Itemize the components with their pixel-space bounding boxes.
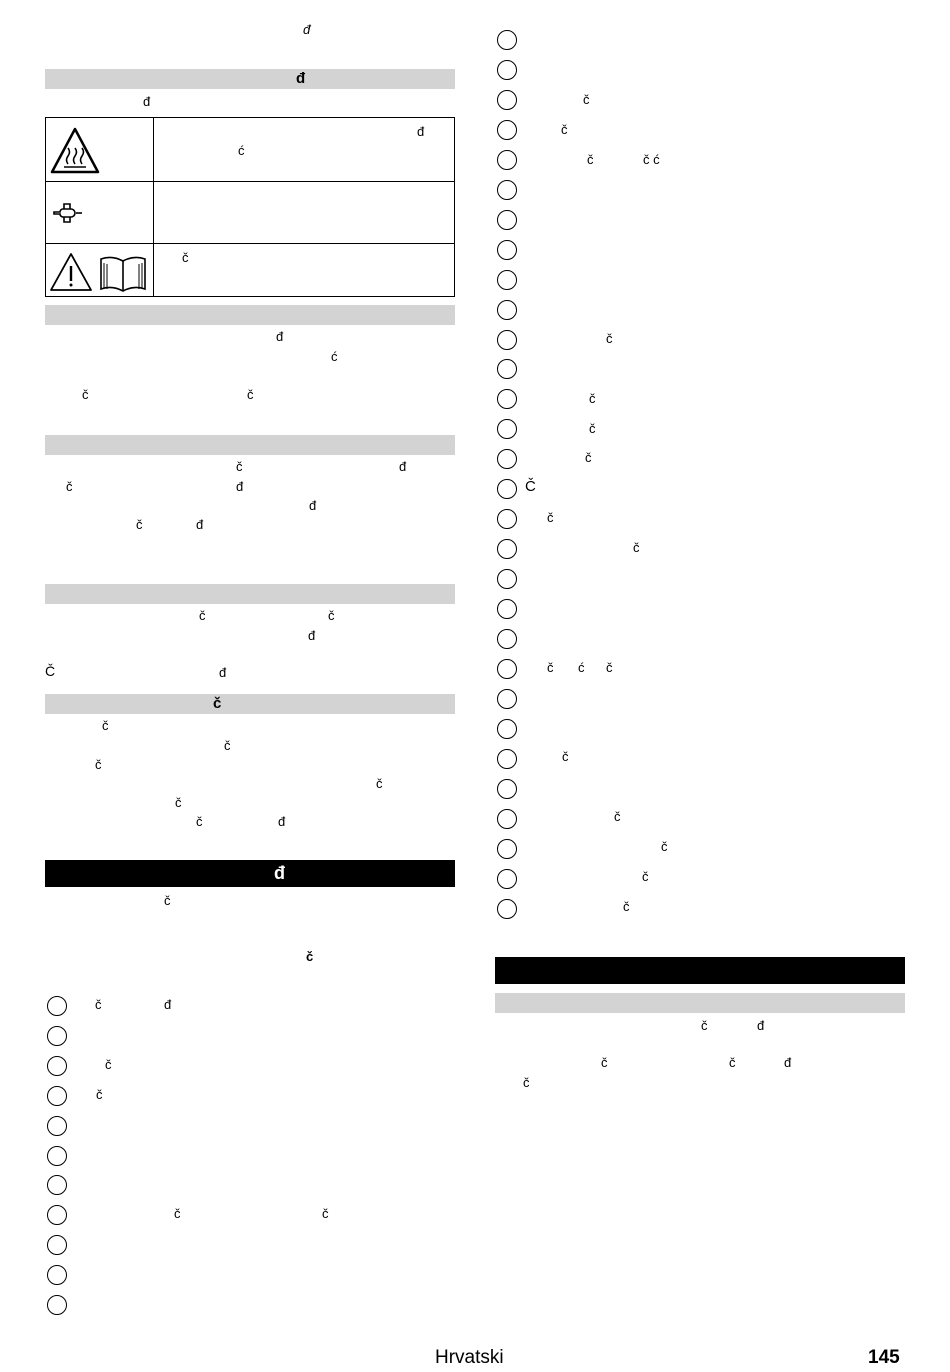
callout-circle [497, 599, 517, 619]
symbol-row-hot-surface [46, 118, 454, 182]
section-3-fragment-7: đ [196, 517, 204, 532]
section-5-fragment-5: č [175, 795, 182, 810]
callout-circle [497, 30, 517, 50]
right-list-fragment-14: č [606, 660, 613, 675]
left-list-fragment-6: č [322, 1206, 329, 1221]
symbol-row-steam [46, 182, 454, 244]
right-list-fragment-16: č [614, 809, 621, 824]
right-list-fragment-12: č [547, 660, 554, 675]
right-section-fragment-2: đ [757, 1018, 765, 1033]
right-list-fragment-10: č [547, 510, 554, 525]
callout-circle [497, 719, 517, 739]
section-5-fragment-3: č [95, 757, 102, 772]
callout-circle [47, 1086, 67, 1106]
section-bar-safety-title: đ [296, 70, 306, 87]
steam-icon [50, 198, 84, 231]
right-list-fragment-9: Č [525, 478, 536, 495]
callout-circle [497, 90, 517, 110]
chapter-bar-black-title: đ [274, 863, 285, 883]
symbol-row-3-fragment: č [182, 250, 189, 265]
callout-circle [497, 150, 517, 170]
section-4-fragment-2: č [328, 608, 335, 623]
right-list-fragment-3: č [587, 152, 594, 167]
section-5-fragment-1: č [102, 718, 109, 733]
footer-page-number: 145 [868, 1347, 900, 1368]
section-4-fragment-4: Č [45, 663, 56, 679]
right-list-fragment-18: č [642, 869, 649, 884]
section-2-fragment-4: č [247, 387, 254, 402]
read-manual-warning-icon [49, 251, 149, 296]
section-3-fragment-2: đ [399, 459, 407, 474]
section-bar-2 [45, 305, 455, 325]
symbol-row-1-fragment-a: đ [417, 124, 425, 139]
callout-circle [47, 1146, 67, 1166]
callout-circle [497, 539, 517, 559]
left-list-fragment-5: č [174, 1206, 181, 1221]
callout-circle [497, 869, 517, 889]
right-section-fragment-3: č [601, 1055, 608, 1070]
hot-surface-warning-icon [49, 126, 101, 179]
section-4-fragment-1: č [199, 608, 206, 623]
section-bar-3 [45, 435, 455, 455]
callout-circle [47, 1265, 67, 1285]
section-5-fragment-7: đ [278, 814, 286, 829]
section-2-fragment-2: ć [331, 349, 338, 364]
section-3-fragment-5: đ [309, 498, 317, 513]
callout-circle [47, 1235, 67, 1255]
callout-circle [47, 1116, 67, 1136]
callout-circle [497, 779, 517, 799]
right-section-bar [495, 993, 905, 1013]
right-chapter-bar-black [495, 957, 905, 984]
callout-circle [497, 479, 517, 499]
right-list-fragment-11: č [633, 540, 640, 555]
callout-circle [497, 419, 517, 439]
right-list-fragment-15: č [562, 749, 569, 764]
section-5-fragment-6: č [196, 814, 203, 829]
section-2-fragment-1: đ [276, 329, 284, 344]
intro-fragment: đ [143, 94, 151, 109]
chapter-fragment-1: č [164, 893, 171, 908]
right-list-fragment-13: ć [578, 660, 585, 675]
callout-circle [497, 659, 517, 679]
callout-circle [497, 509, 517, 529]
callout-circle [497, 330, 517, 350]
right-list-fragment-5: č [606, 331, 613, 346]
callout-circle [497, 180, 517, 200]
section-bar-safety [45, 69, 455, 89]
header-fragment: đ [303, 22, 311, 37]
callout-circle [47, 1056, 67, 1076]
section-5-fragment-2: č [224, 738, 231, 753]
left-list-fragment-2: đ [164, 997, 172, 1012]
right-section-fragment-1: č [701, 1018, 708, 1033]
callout-circle [497, 270, 517, 290]
section-5-fragment-4: č [376, 776, 383, 791]
callout-circle [497, 839, 517, 859]
callout-circle [497, 899, 517, 919]
callout-circle [497, 809, 517, 829]
callout-circle [497, 389, 517, 409]
right-list-fragment-19: č [623, 899, 630, 914]
callout-circle [497, 449, 517, 469]
section-bar-5-title: č [213, 695, 222, 712]
section-3-fragment-3: č [66, 479, 73, 494]
chapter-bar-black [45, 860, 455, 887]
right-section-fragment-5: đ [784, 1055, 792, 1070]
footer-language: Hrvatski [435, 1347, 504, 1368]
section-3-fragment-1: č [236, 459, 243, 474]
callout-circle [497, 300, 517, 320]
section-bar-4 [45, 584, 455, 604]
callout-circle [47, 1295, 67, 1315]
right-list-fragment-1: č [583, 92, 590, 107]
callout-circle [47, 996, 67, 1016]
section-3-fragment-6: č [136, 517, 143, 532]
symbol-table [45, 117, 455, 297]
right-section-fragment-4: č [729, 1055, 736, 1070]
callout-circle [497, 210, 517, 230]
right-list-fragment-7: č [589, 421, 596, 436]
callout-circle [497, 120, 517, 140]
callout-circle [47, 1026, 67, 1046]
right-list-fragment-2: č [561, 122, 568, 137]
left-list-fragment-4: č [96, 1087, 103, 1102]
section-4-fragment-5: đ [219, 665, 227, 680]
callout-circle [47, 1205, 67, 1225]
callout-circle [497, 749, 517, 769]
section-2-fragment-3: č [82, 387, 89, 402]
right-list-fragment-6: č [589, 391, 596, 406]
callout-circle [497, 629, 517, 649]
section-3-fragment-4: đ [236, 479, 244, 494]
left-list-fragment-1: č [95, 997, 102, 1012]
right-list-fragment-8: č [585, 450, 592, 465]
right-section-fragment-6: č [523, 1075, 530, 1090]
section-bar-5 [45, 694, 455, 714]
chapter-fragment-2: č [306, 949, 314, 964]
callout-circle [497, 359, 517, 379]
callout-circle [47, 1175, 67, 1195]
callout-circle [497, 240, 517, 260]
symbol-row-read-manual [46, 244, 454, 296]
right-list-fragment-4: č ć [643, 152, 660, 167]
callout-circle [497, 569, 517, 589]
symbol-row-1-fragment-b: ć [238, 143, 245, 158]
callout-circle [497, 689, 517, 709]
right-list-fragment-17: č [661, 839, 668, 854]
callout-circle [497, 60, 517, 80]
section-4-fragment-3: đ [308, 628, 316, 643]
left-list-fragment-3: č [105, 1057, 112, 1072]
